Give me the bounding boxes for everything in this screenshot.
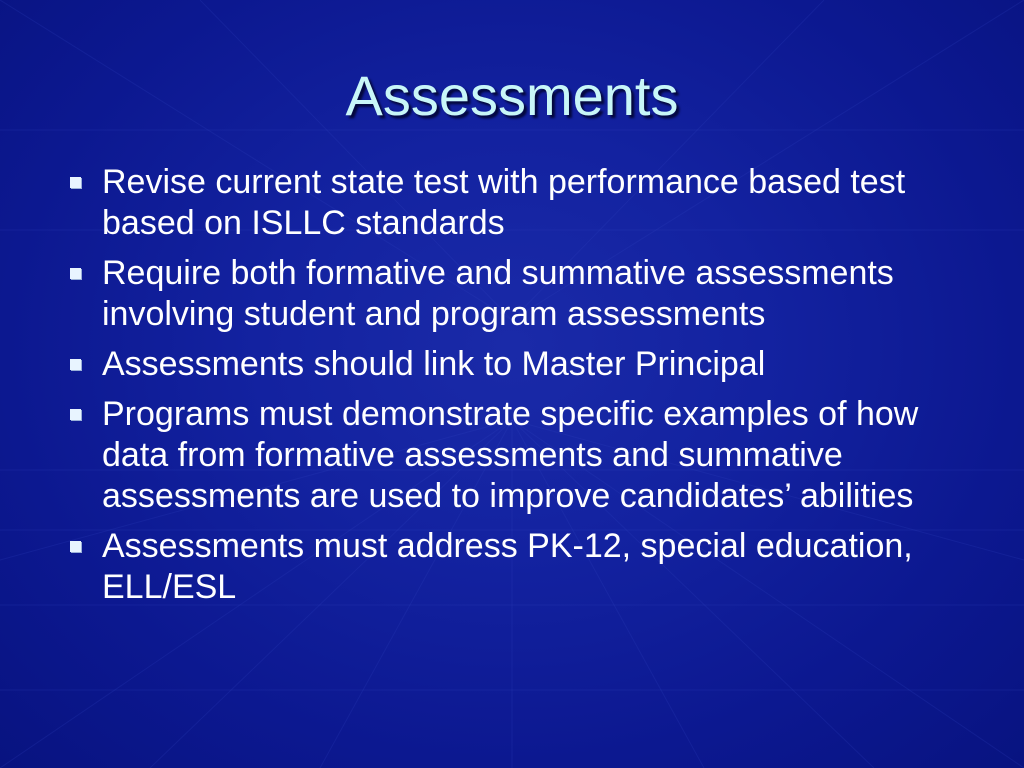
slide-title: Assessments	[345, 64, 679, 127]
square-bullet-icon	[70, 359, 81, 370]
bullet-item	[66, 162, 966, 244]
square-bullet-icon	[70, 268, 81, 279]
bullet-item	[66, 394, 966, 517]
bullet-item	[66, 344, 966, 385]
bullet-text: Require both formative and summative assessments involving student and program assessments	[102, 254, 894, 333]
bullet-item	[66, 253, 966, 335]
bullet-item	[66, 526, 966, 608]
square-bullet-icon	[70, 177, 81, 188]
bullet-text: Programs must demonstrate specific examples of how data from formative assessments and summative assessments are used to improve candidates’ abilities	[102, 395, 919, 515]
bullet-text: Assessments must address PK-12, special education, ELL/ESL	[102, 527, 913, 606]
square-bullet-icon	[70, 541, 81, 552]
bullet-text: Revise current state test with performance based test based on ISLLC standards	[102, 163, 906, 242]
square-bullet-icon	[70, 409, 81, 420]
bullet-list	[66, 162, 966, 617]
bullet-text: Assessments should link to Master Principal	[102, 345, 766, 383]
